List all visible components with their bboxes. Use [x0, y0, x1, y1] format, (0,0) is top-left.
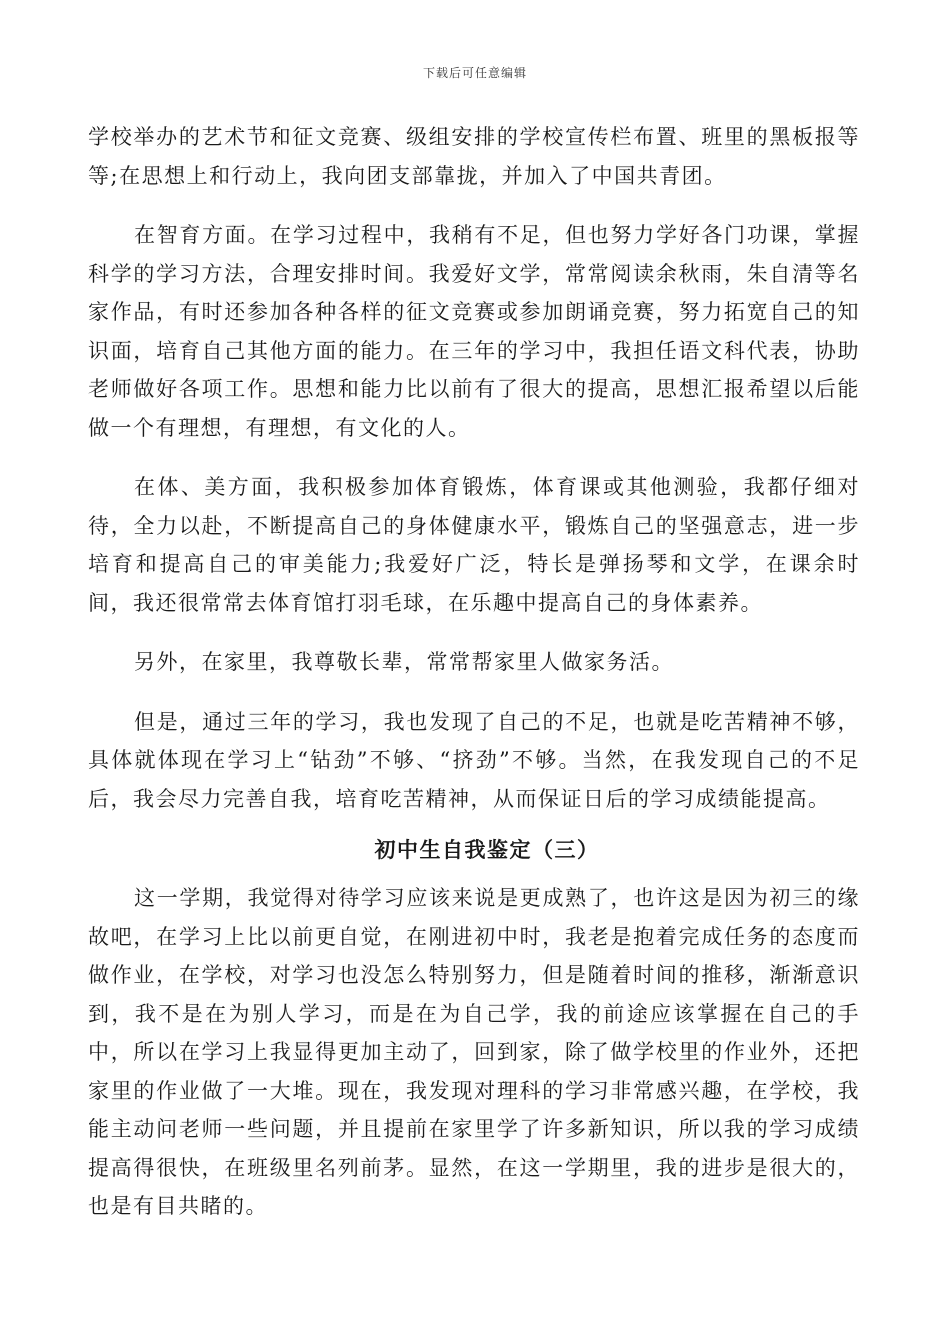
page-header: 下载后可任意编辑 [422, 66, 527, 80]
paragraph-section-three: 这一学期，我觉得对待学习应该来说是更成熟了，也许这是因为初三的缘故吧，在学习上比以前更自觉，在刚进初中时，我老是抱着完成任务的态度而做作业，在学校，对学习也没怎么特别努力，但是随着时间的推移，渐渐意识到，我不是在为别人学习，而是在为自己学，我的前途应该掌握在自己的手中，所以在学习上我显得更加主动了，回到家，除了做学校里的作业外，还把家里的作业做了一大堆。现在，我发现对理科的学习非常感兴趣，在学校，我能主动问老师一些问题，并且提前在家里学了许多新知识，所以我的学习成绩提高得很快，在班级里名列前茅。显然，在这一学期里，我的进步是很大的，也是有目共睹的。 [88, 886, 860, 1218]
document-body [88, 118, 860, 1247]
paragraph-physical-aesthetic: 在体、美方面，我积极参加体育锻炼，体育课或其他测验，我都仔细对待，全力以赴，不断提高自己的身体健康水平，锻炼自己的坚强意志，进一步培育和提高自己的审美能力;我爱好广泛，特长是弹扬琴和文学，在课余时间，我还很常常去体育馆打羽毛球，在乐趣中提高自己的身体素养。 [88, 475, 860, 615]
paragraph-continuation: 学校举办的艺术节和征文竞赛、级组安排的学校宣传栏布置、班里的黑板报等等;在思想上和行动上，我向团支部靠拢，并加入了中国共青团。 [88, 125, 860, 188]
paragraph-shortcomings: 但是，通过三年的学习，我也发现了自己的不足，也就是吃苦精神不够，具体就体现在学习上“钻劲”不够、“挤劲”不够。当然，在我发现自己的不足后，我会尽力完善自我，培育吃苦精神，从而保证日后的学习成绩能提高。 [88, 709, 860, 811]
paragraph-family: 另外，在家里，我尊敬长辈，常常帮家里人做家务活。 [134, 650, 674, 674]
section-title: 初中生自我鉴定（三） [374, 837, 600, 862]
paragraph-intellectual: 在智育方面。在学习过程中，我稍有不足，但也努力学好各门功课，掌握科学的学习方法，合理安排时间。我爱好文学，常常阅读余秋雨，朱自清等名家作品，有时还参加各种各样的征文竞赛或参加朗诵竞赛，努力拓宽自己的知识面，培育自己其他方面的能力。在三年的学习中，我担任语文科代表，协助老师做好各项工作。思想和能力比以前有了很大的提高，思想汇报希望以后能做一个有理想，有理想，有文化的人。 [88, 223, 860, 440]
